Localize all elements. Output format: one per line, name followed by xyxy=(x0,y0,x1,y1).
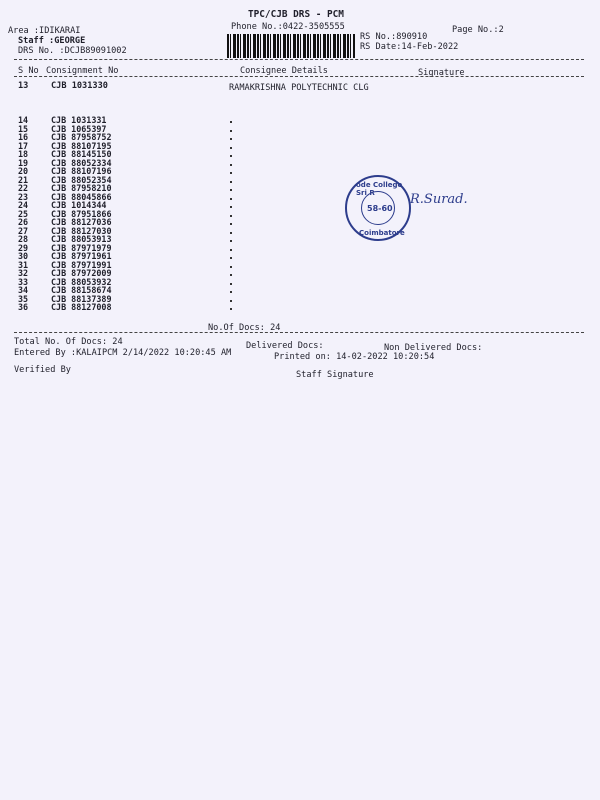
row-consignment: CJB 88053932 xyxy=(51,276,112,287)
table-row xyxy=(0,303,250,312)
divider xyxy=(14,332,584,333)
row-sno: 26 xyxy=(18,217,29,227)
row-sno: 14 xyxy=(18,115,29,125)
handwritten-signature: R.Surad. xyxy=(410,192,468,207)
row-sno: 16 xyxy=(18,132,29,142)
row-sno: 35 xyxy=(18,293,29,304)
consignee-placeholder-dot xyxy=(230,155,232,157)
row-consignment: CJB 88145150 xyxy=(51,149,112,159)
row-consignment: CJB 87972009 xyxy=(51,268,112,278)
page-number: Page No.:2 xyxy=(452,25,504,35)
consignee-placeholder-dot xyxy=(230,257,232,259)
row-sno: 29 xyxy=(18,242,29,253)
consignee-placeholder-dot xyxy=(230,249,232,251)
row-sno: 23 xyxy=(18,191,29,202)
row-consignment: CJB 87971979 xyxy=(51,242,112,253)
consignee-placeholder-dot xyxy=(230,164,232,166)
consignee-placeholder-dot xyxy=(230,206,232,208)
printed-on: Printed on: 14-02-2022 10:20:54 xyxy=(274,352,435,362)
staff-signature: Staff Signature xyxy=(296,370,374,380)
staff-label: Staff :GEORGE xyxy=(18,36,86,46)
divider xyxy=(14,76,584,77)
barcode xyxy=(227,34,355,58)
consignee-placeholder-dot xyxy=(230,215,232,217)
seal-bottom-text: Coimbatore xyxy=(359,229,405,237)
total-docs: Total No. Of Docs: 24 xyxy=(14,337,123,347)
consignee-placeholder-dot xyxy=(230,308,232,310)
row-sno: 17 xyxy=(18,140,29,151)
area-label: Area :IDIKARAI xyxy=(8,26,81,36)
row-sno: 34 xyxy=(18,285,29,295)
divider xyxy=(14,59,584,60)
row-consignment: CJB 88053913 xyxy=(51,234,112,244)
row-sno: 21 xyxy=(18,174,29,185)
row-consignment: CJB 88127036 xyxy=(51,217,112,227)
row-sno: 27 xyxy=(18,225,29,236)
row-sno: 28 xyxy=(18,234,29,244)
row-consignment: CJB 1014344 xyxy=(51,200,107,210)
row-sno: 18 xyxy=(18,149,29,159)
row-consignment: CJB 1065397 xyxy=(51,123,107,134)
consignee-placeholder-dot xyxy=(230,130,232,132)
row-consignment: CJB 88052354 xyxy=(51,174,112,185)
row-sno: 24 xyxy=(18,200,29,210)
drs-number: DRS No. :DCJB89091002 xyxy=(18,46,127,56)
consignee-placeholder-dot xyxy=(230,266,232,268)
row-consignment: CJB 88137389 xyxy=(51,293,112,304)
row-consignment: CJB 88107196 xyxy=(51,166,112,176)
entered-by: Entered By :KALAIPCM 2/14/2022 10:20:45 AM xyxy=(14,348,232,358)
consignee-placeholder-dot xyxy=(230,223,232,225)
consignee-placeholder-dot xyxy=(230,300,232,302)
row-consignment: CJB 88158674 xyxy=(51,285,112,295)
row-sno: 31 xyxy=(18,259,29,270)
college-seal-stamp xyxy=(345,175,411,241)
col-header-sno: S No xyxy=(18,66,39,76)
consignee-placeholder-dot xyxy=(230,198,232,200)
no-of-docs: No.Of Docs: 24 xyxy=(208,323,281,333)
row-sno: 15 xyxy=(18,123,29,134)
seal-top-text: ode College Sri R xyxy=(356,181,403,197)
rs-number: RS No.:890910 xyxy=(360,32,428,42)
row-sno: 20 xyxy=(18,166,29,176)
consignee-placeholder-dot xyxy=(230,138,232,140)
document-title: TPC/CJB DRS - PCM xyxy=(248,9,344,20)
verified-by: Verified By xyxy=(14,365,71,375)
row-consignment: CJB 88127030 xyxy=(51,225,112,236)
col-header-consignee: Consignee Details xyxy=(240,66,328,76)
non-delivered-docs: Non Delivered Docs: xyxy=(384,343,483,353)
delivered-docs: Delivered Docs: xyxy=(246,341,324,351)
row-consignment: CJB 87951866 xyxy=(51,208,112,219)
consignee-placeholder-dot xyxy=(230,147,232,149)
row-consignment: CJB 88052334 xyxy=(51,157,112,168)
consignee-placeholder-dot xyxy=(230,283,232,285)
row-consignment: CJB 88045866 xyxy=(51,191,112,202)
consignee-placeholder-dot xyxy=(230,121,232,123)
phone-number: Phone No.:0422-3505555 xyxy=(231,22,345,32)
row-sno: 32 xyxy=(18,268,29,278)
seal-center-text: 58-60 xyxy=(367,204,393,213)
row-consignment: CJB 87958210 xyxy=(51,183,112,193)
row-consignee: RAMAKRISHNA POLYTECHNIC CLG xyxy=(229,83,369,93)
consignee-placeholder-dot xyxy=(230,240,232,242)
consignee-placeholder-dot xyxy=(230,189,232,191)
row-sno: 36 xyxy=(18,302,29,312)
consignee-placeholder-dot xyxy=(230,181,232,183)
consignee-placeholder-dot xyxy=(230,274,232,276)
row-consignment: CJB 1031331 xyxy=(51,115,107,125)
consignee-placeholder-dot xyxy=(230,291,232,293)
row-consignment: CJB 87958752 xyxy=(51,132,112,142)
row-sno: 25 xyxy=(18,208,29,219)
rs-date: RS Date:14-Feb-2022 xyxy=(360,42,459,52)
row-consignment: CJB 87971991 xyxy=(51,259,112,270)
row-consignment: CJB 88127008 xyxy=(51,302,112,312)
col-header-consignment: Consignment No xyxy=(46,66,119,76)
row-consignment: CJB 87971961 xyxy=(51,251,112,261)
consignee-placeholder-dot xyxy=(230,232,232,234)
row-sno: 22 xyxy=(18,183,29,193)
row-sno: 30 xyxy=(18,251,29,261)
consignee-placeholder-dot xyxy=(230,172,232,174)
row-sno: 33 xyxy=(18,276,29,287)
row-sno: 19 xyxy=(18,157,29,168)
col-header-signature: Signature xyxy=(418,68,465,78)
row-sno: 13 xyxy=(18,81,29,91)
row-consignment: CJB 88107195 xyxy=(51,140,112,151)
row-consignment: CJB 1031330 xyxy=(51,81,108,91)
